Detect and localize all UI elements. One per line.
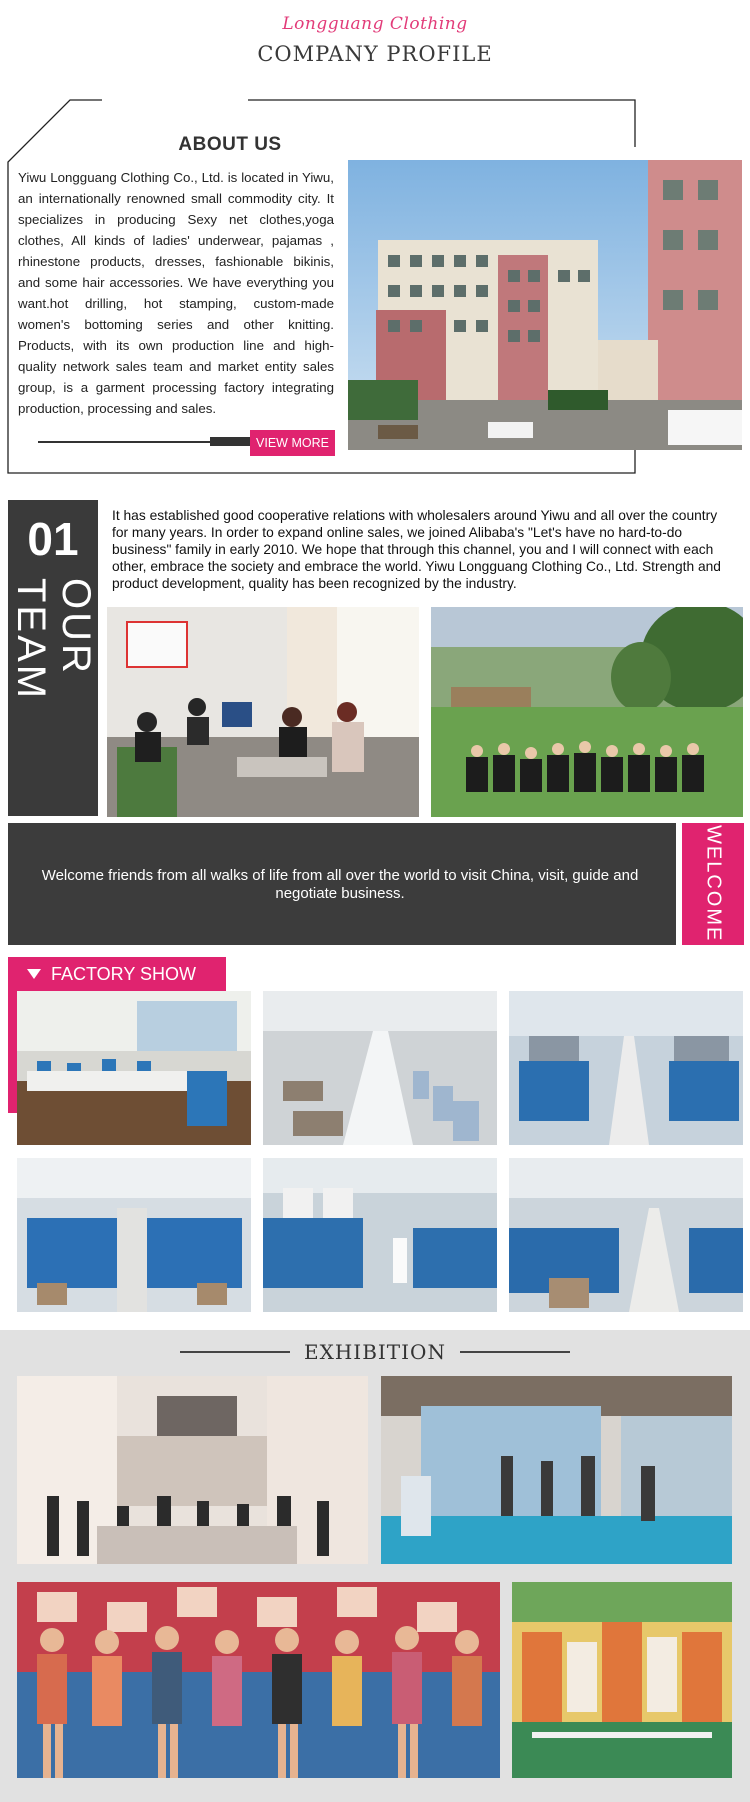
- divider-line: [38, 441, 210, 443]
- exhibition-title: EXHIBITION: [304, 1340, 446, 1364]
- view-more-button[interactable]: VIEW MORE: [250, 430, 335, 456]
- exhibition-photo-1: [17, 1376, 368, 1564]
- exhibition-photo-3: [17, 1582, 500, 1778]
- factory-heading: [27, 957, 196, 991]
- triangle-down-icon: [27, 969, 41, 979]
- welcome-text: Welcome friends from all walks of life from all over the world to visit China, visit, guide and negotiate business.: [41, 867, 639, 902]
- building-photo: [348, 160, 742, 450]
- exhibition-photo-4: [512, 1582, 732, 1778]
- factory-photo-6: [509, 1158, 743, 1312]
- welcome-label: WELCOME: [702, 825, 725, 943]
- about-heading: ABOUT US: [178, 134, 282, 155]
- brand-script: Longguang Clothing: [282, 14, 468, 34]
- team-number: 01: [27, 513, 79, 565]
- divider-bar: [210, 437, 252, 446]
- page-title: COMPANY PROFILE: [257, 42, 493, 66]
- team-text: It has established good cooperative relations with wholesalers around Yiwu and all over the country for many years. In order to expand online sales, we joined Alibaba's "Let's have no hard-to-do business" family in early 2010. We hope that through this channel, you and I will connect with each other, embrace the society and embrace the world. Yiwu Longguang Clothing Co., Ltd. Strength and product development, quality has been recognized by the industry.: [112, 508, 721, 591]
- about-text: Yiwu Longguang Clothing Co., Ltd. is located in Yiwu, an internationally renowned small commodity city. It specializes in producing Sexy net clothes,yoga clothes, All kinds of ladies' underwear, pajamas , rhinestone products, dresses, fashionable bikinis, and some hair accessories. We have everything you want.hot drilling, hot stamping, custom-made women's bottoming series and other knitting. Products, with its own production line and high-quality network sales team and market entity sales group, is a garment processing factory integrating production, processing and sales.: [18, 170, 334, 416]
- factory-photo-3: [509, 991, 743, 1145]
- office-photo: [107, 607, 419, 817]
- team-label: OUR TEAM: [9, 578, 98, 702]
- team-outdoor-photo: [431, 607, 743, 817]
- factory-photo-4: [17, 1158, 251, 1312]
- factory-label: FACTORY SHOW: [51, 964, 197, 984]
- factory-photo-5: [263, 1158, 497, 1312]
- factory-photo-2: [263, 991, 497, 1145]
- exhibition-photo-2: [381, 1376, 732, 1564]
- factory-photo-1: [17, 991, 251, 1145]
- factory-side-bar: [8, 991, 17, 1113]
